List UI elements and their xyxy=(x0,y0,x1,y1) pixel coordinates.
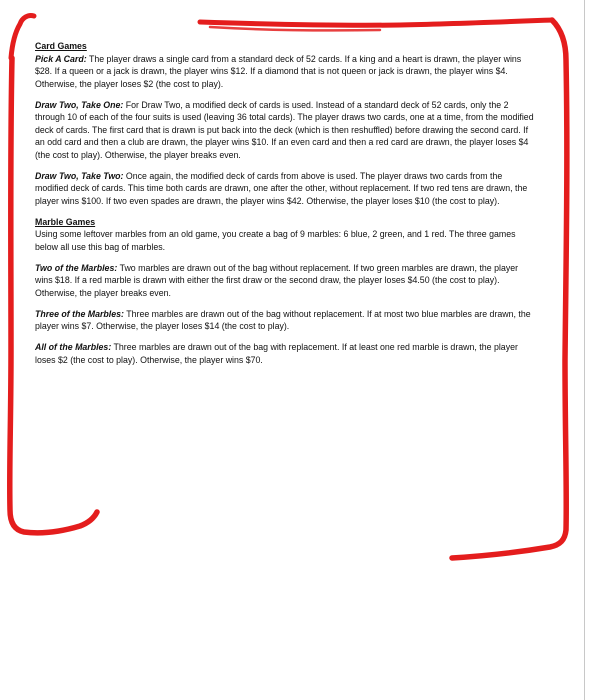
top-left-bracket-mark xyxy=(11,15,34,58)
three-of-the-marbles-paragraph xyxy=(35,308,537,333)
three-of-the-marbles-title: Three of the Marbles: xyxy=(35,308,124,319)
two-of-the-marbles-text: Two marbles are drawn out of the bag without replacement. If two green marbles are drawn, the player wins $18. If a red marble is drawn with either the first draw or the second draw, the player loses $4.50 (the cost to play). Otherwise, the player breaks even. xyxy=(35,262,519,298)
three-of-the-marbles-text: Three marbles are drawn out of the bag without replacement. If at most two blue marbles are drawn, the player wins $7. Otherwise, the player loses $14 (the cost to play). xyxy=(35,308,531,331)
draw-two-take-one-text: For Draw Two, a modified deck of cards is used. Instead of a standard deck of 52 cards, only the 2 through 10 of each of the four suits is used (leaving 36 total cards). The player draws two cards, one at a time, from the modified deck of cards. The first card that is drawn is put back into the deck (which is then reshuffled) before drawing the second card. If an odd card and then a club are drawn, the player wins $10. If an even card and then a red card are drawn, the player loses $4 (the cost to play). Otherwise, the player breaks even. xyxy=(35,99,534,160)
all-of-the-marbles-paragraph xyxy=(35,341,537,366)
draw-two-take-two-paragraph xyxy=(35,170,537,208)
pick-a-card-text: The player draws a single card from a standard deck of 52 cards. If a king and a heart is drawn, the player wins $28. If a queen or a jack is drawn, the player wins $12. If a diamond that is not queen or jack is drawn, the player wins $4. Otherwise, the player loses $2 (the cost to play). xyxy=(35,53,522,89)
two-of-the-marbles-title: Two of the Marbles: xyxy=(35,262,118,273)
document-text xyxy=(35,40,537,375)
marble-games-heading: Marble Games xyxy=(35,216,96,227)
draw-two-take-two-text: Once again, the modified deck of cards from above is used. The player draws two cards from the modified deck of cards. This time both cards are drawn, one after the other, without replacement. If two red tens are drawn, the player wins $100. If two even spades are drawn, the player wins $42. Otherwise, the player loses $10 (the cost to play). xyxy=(35,170,528,206)
card-games-section xyxy=(35,40,537,90)
marble-games-intro: Using some leftover marbles from an old game, you create a bag of 9 marbles: 6 blue, 2 green, and 1 red. The three games below all use this bag of marbles. xyxy=(35,229,516,252)
marble-games-section xyxy=(35,216,537,254)
top-right-stroke-mark xyxy=(200,20,552,25)
page-edge-line xyxy=(584,0,585,700)
two-of-the-marbles-paragraph xyxy=(35,262,537,300)
draw-two-take-one-title: Draw Two, Take One: xyxy=(35,99,124,110)
all-of-the-marbles-title: All of the Marbles: xyxy=(35,342,112,352)
draw-two-take-one-paragraph xyxy=(35,99,537,162)
card-games-heading: Card Games xyxy=(35,41,87,51)
all-of-the-marbles-text: Three marbles are drawn out of the bag with replacement. If at least one red marble is drawn, the player loses $2 (the cost to play). Otherwise, the player wins $70. xyxy=(35,342,518,365)
pick-a-card-title: Pick A Card: xyxy=(35,53,87,64)
draw-two-take-two-title: Draw Two, Take Two: xyxy=(35,170,124,181)
